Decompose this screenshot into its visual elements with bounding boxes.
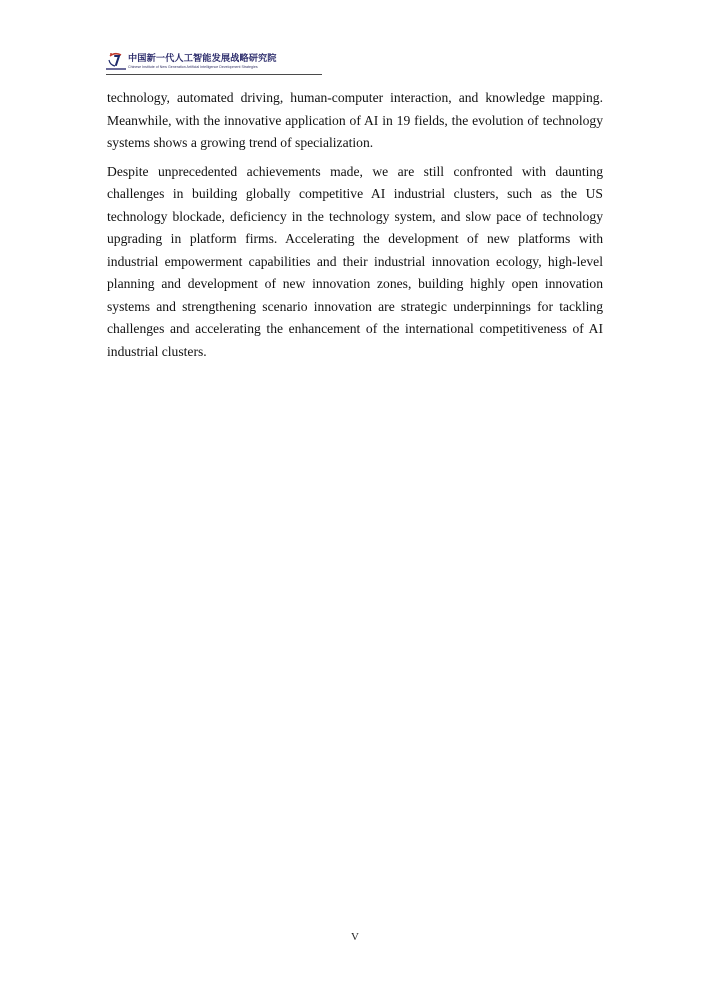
- page-header: [106, 50, 322, 76]
- logo-underline: [106, 68, 126, 70]
- paragraph: Despite unprecedented achievements made, we are still confronted with daunting challenges in building globally competitive AI industrial clusters, such as the US technology blockade, deficiency in the technology system, and slow pace of technology upgrading in platform firms. Accelerating the development of new platforms with industrial empowerment capabilities and their industrial innovation ecology, high-level planning and development of new innovation zones, building highly open innovation systems and strengthening scenario innovation are strategic underpinnings for tackling challenges and accelerating the enhancement of the international competitiveness of AI industrial clusters.: [107, 163, 603, 359]
- institute-logo-icon: [106, 50, 126, 70]
- paragraph: technology, automated driving, human-computer interaction, and knowledge mapping. Meanwhile, with the innovative application of AI in 19 fields, the evolution of technology systems shows a growing trend of specialization.: [107, 90, 603, 150]
- institute-name-english: Chinese Institute of New Generation Artificial Intelligence Development Strategies: [128, 65, 258, 69]
- document-body: [107, 87, 603, 369]
- page-number: V: [351, 931, 359, 943]
- institute-name-chinese: 中国新一代人工智能发展战略研究院: [128, 53, 277, 64]
- header-divider: [106, 74, 322, 75]
